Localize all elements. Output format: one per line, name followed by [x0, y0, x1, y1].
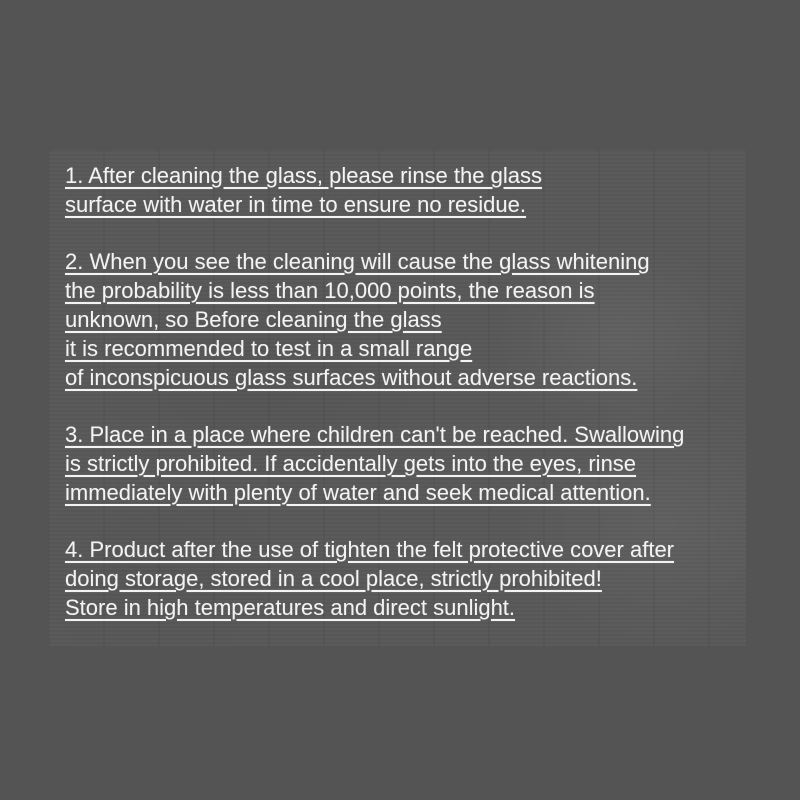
instruction-paragraph-4	[65, 535, 765, 622]
instruction-line: immediately with plenty of water and seek medical attention.	[65, 480, 651, 505]
instruction-line: 4. Product after the use of tighten the felt protective cover after	[65, 537, 675, 562]
instruction-line: 3. Place in a place where children can't be reached. Swallowing	[65, 422, 685, 447]
instruction-paragraph-1	[65, 161, 765, 219]
instruction-line: Store in high temperatures and direct sunlight.	[65, 595, 516, 620]
instruction-line: is strictly prohibited. If accidentally gets into the eyes, rinse	[65, 451, 637, 476]
instruction-line: unknown, so Before cleaning the glass	[65, 307, 442, 332]
instruction-paragraph-3	[65, 420, 765, 507]
instruction-line: the probability is less than 10,000 points, the reason is	[65, 278, 595, 303]
instruction-line: it is recommended to test in a small range	[65, 336, 473, 361]
instruction-line: doing storage, stored in a cool place, strictly prohibited!	[65, 566, 602, 591]
instruction-line: of inconspicuous glass surfaces without adverse reactions.	[65, 365, 638, 390]
instruction-line: 2. When you see the cleaning will cause the glass whitening	[65, 249, 650, 274]
instruction-line: 1. After cleaning the glass, please rinse the glass	[65, 163, 542, 188]
instruction-line: surface with water in time to ensure no residue.	[65, 192, 527, 217]
instructions-text-block	[65, 161, 765, 622]
instruction-paragraph-2	[65, 247, 765, 392]
